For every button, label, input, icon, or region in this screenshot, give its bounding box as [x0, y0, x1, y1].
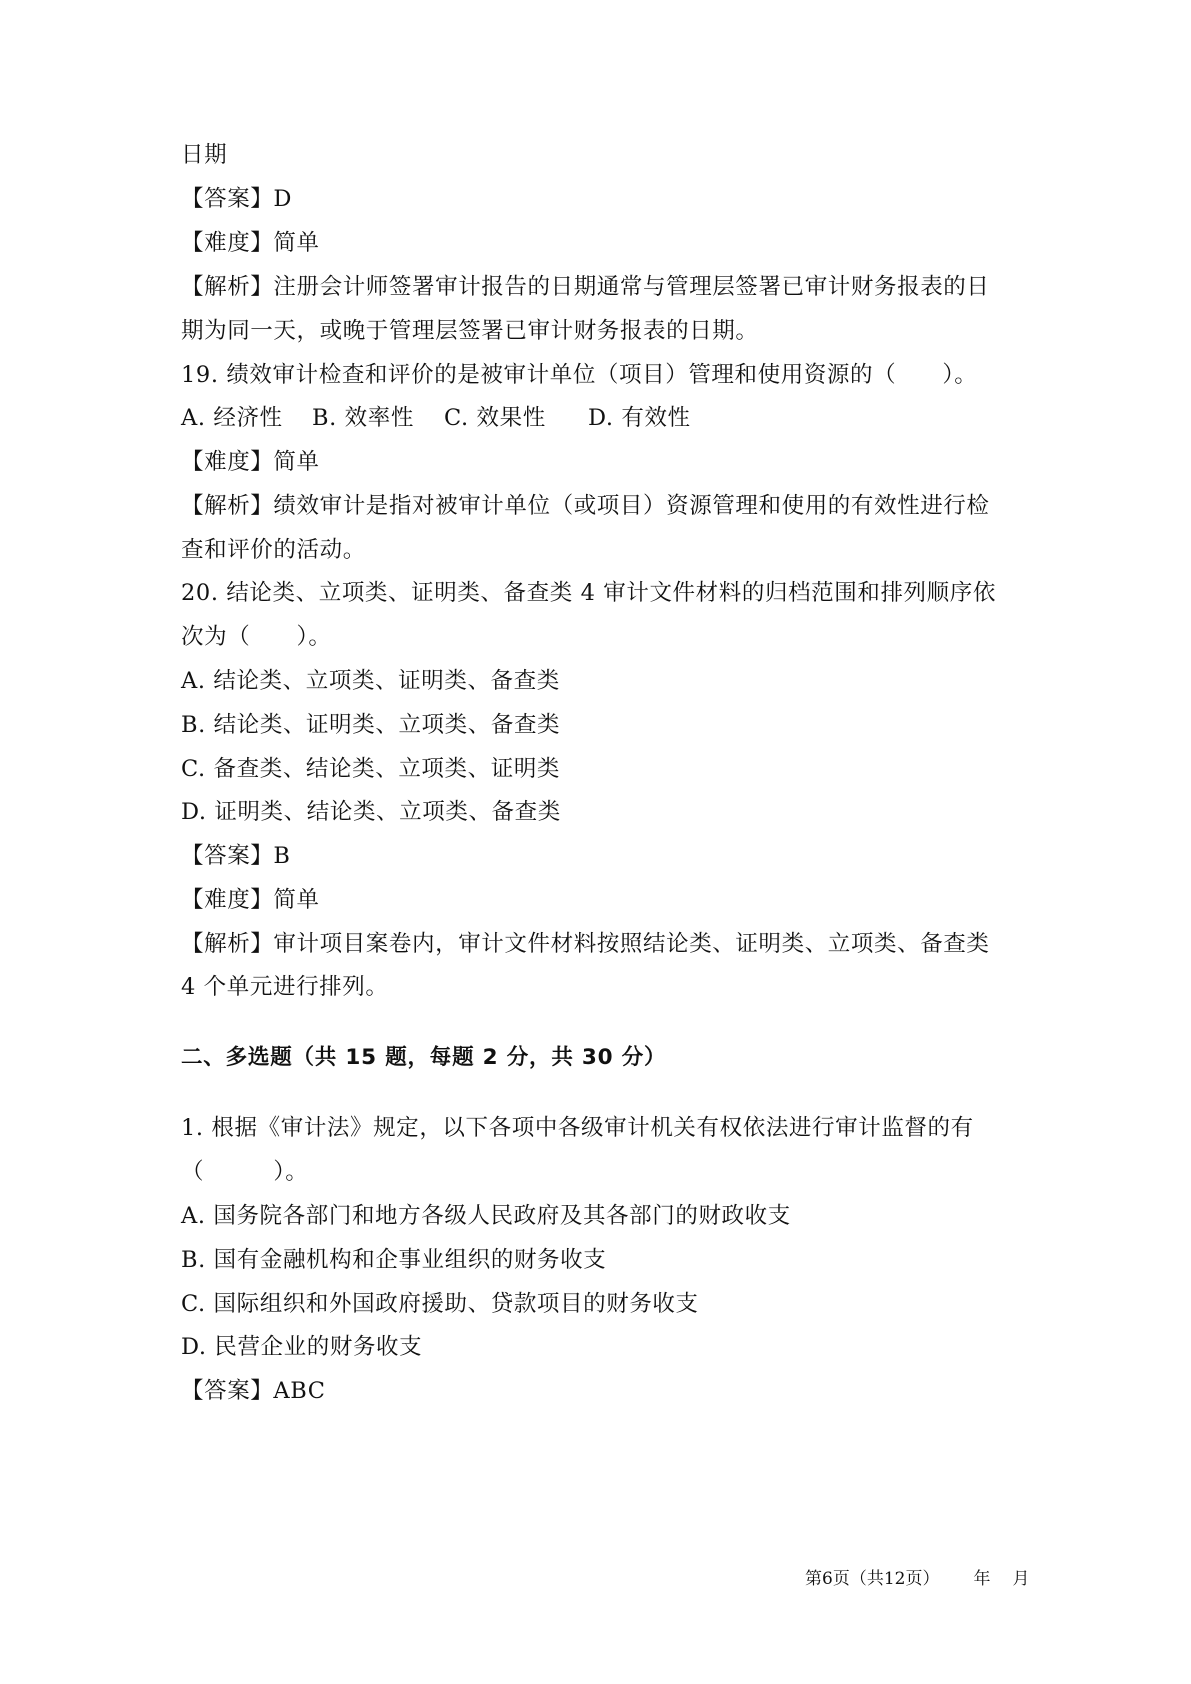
- question-1: 1. 根据《审计法》规定，以下各项中各级审计机关有权依法进行审计监督的有: [181, 1115, 974, 1141]
- page-footer: [805, 1568, 1029, 1590]
- question-19-options: [181, 403, 691, 433]
- footer-month: 月: [1012, 1569, 1030, 1589]
- option-c: C. 备查类、结论类、立项类、证明类: [181, 756, 561, 782]
- option-c: C. 效果性: [444, 405, 546, 431]
- difficulty-line: 【难度】简单: [181, 449, 320, 475]
- option-a: A. 国务院各部门和地方各级人民政府及其各部门的财政收支: [181, 1203, 791, 1229]
- option-b: B. 结论类、证明类、立项类、备查类: [181, 712, 561, 738]
- explanation-line: 【解析】审计项目案卷内，审计文件材料按照结论类、证明类、立项类、备查类: [181, 931, 990, 957]
- page-number: 第6页（共12页）: [805, 1569, 940, 1589]
- text-line: 日期: [181, 142, 228, 168]
- option-b: B. 效率性: [312, 405, 414, 431]
- option-c: C. 国际组织和外国政府援助、贷款项目的财务收支: [181, 1291, 699, 1317]
- question-20-continued: 次为（ ）。: [181, 624, 332, 650]
- difficulty-line: 【难度】简单: [181, 230, 320, 256]
- question-19: 19. 绩效审计检查和评价的是被审计单位（项目）管理和使用资源的（ ）。: [181, 362, 978, 388]
- footer-year: 年: [973, 1569, 991, 1589]
- answer-line: 【答案】ABC: [181, 1378, 326, 1404]
- difficulty-line: 【难度】简单: [181, 887, 320, 913]
- question-20: 20. 结论类、立项类、证明类、备查类 4 审计文件材料的归档范围和排列顺序依: [181, 580, 996, 606]
- section-heading: 二、多选题（共 15 题，每题 2 分，共 30 分）: [181, 1045, 667, 1070]
- option-a: A. 结论类、立项类、证明类、备查类: [181, 668, 560, 694]
- question-1-continued: （ ）。: [181, 1159, 309, 1185]
- option-d: D. 有效性: [588, 405, 691, 431]
- explanation-line-continued: 期为同一天，或晚于管理层签署已审计财务报表的日期。: [181, 318, 759, 344]
- answer-line: 【答案】B: [181, 843, 291, 869]
- explanation-line-continued: 查和评价的活动。: [181, 537, 366, 563]
- answer-line: 【答案】D: [181, 186, 293, 212]
- explanation-line-continued: 4 个单元进行排列。: [181, 974, 389, 1000]
- option-a: A. 经济性: [181, 405, 283, 431]
- option-d: D. 民营企业的财务收支: [181, 1334, 423, 1360]
- option-b: B. 国有金融机构和企事业组织的财务收支: [181, 1247, 607, 1273]
- explanation-line: 【解析】注册会计师签署审计报告的日期通常与管理层签署已审计财务报表的日: [181, 274, 990, 300]
- option-d: D. 证明类、结论类、立项类、备查类: [181, 799, 561, 825]
- explanation-line: 【解析】绩效审计是指对被审计单位（或项目）资源管理和使用的有效性进行检: [181, 493, 990, 519]
